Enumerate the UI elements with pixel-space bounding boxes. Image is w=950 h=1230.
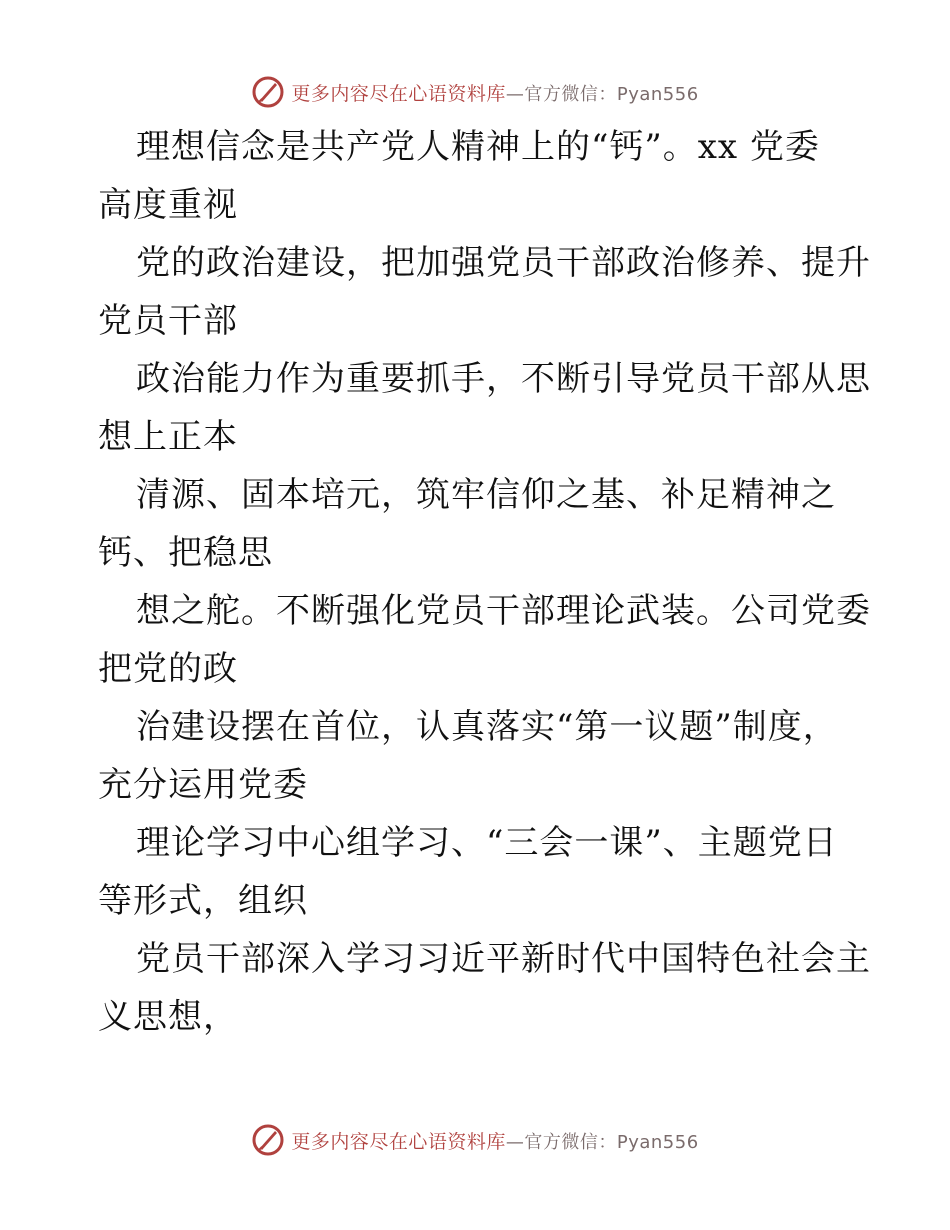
watermark-tail: —官方微信：Pyan556: [505, 1131, 699, 1153]
paragraph-line: 党员干部: [98, 301, 238, 341]
paragraph-line: 想上正本: [98, 417, 238, 457]
paragraph-line: 政治能力作为重要抓手，不断引导党员干部从思: [136, 359, 871, 399]
paragraph-line: 党的政治建设，把加强党员干部政治修养、提升: [136, 243, 871, 283]
paragraph: [98, 466, 858, 582]
footer-watermark: [0, 1120, 950, 1160]
watermark-main: 更多内容尽在心语资料库: [291, 1130, 506, 1153]
paragraph: [98, 814, 858, 930]
paragraph-line: 把党的政: [98, 649, 238, 689]
document-body: [98, 118, 871, 1046]
paragraph-line: 理想信念是共产党人精神上的“钙”。xx 党委: [136, 127, 820, 167]
paragraph-line: 钙、把稳思: [98, 533, 273, 573]
quill-logo-icon: [251, 75, 285, 109]
watermark-text: [291, 79, 698, 106]
paragraph: [98, 698, 858, 814]
paragraph: [98, 582, 871, 698]
paragraph: [98, 350, 871, 466]
paragraph-line: 治建设摆在首位，认真落实“第一议题”制度，: [136, 707, 838, 747]
paragraph-line: 想之舵。不断强化党员干部理论武装。公司党委: [136, 591, 871, 631]
paragraph-line: 党员干部深入学习习近平新时代中国特色社会主: [136, 939, 871, 979]
paragraph-line: 高度重视: [98, 185, 238, 225]
paragraph-line: 理论学习中心组学习、“三会一课”、主题党日: [136, 823, 838, 863]
paragraph-line: 等形式，组织: [98, 881, 308, 921]
paragraph-line: 充分运用党委: [98, 765, 308, 805]
paragraph: [98, 234, 871, 350]
watermark-tail: —官方微信：Pyan556: [505, 83, 699, 105]
paragraph-line: 清源、固本培元，筑牢信仰之基、补足精神之: [136, 475, 836, 515]
paragraph: [98, 118, 858, 234]
header-watermark: [0, 72, 950, 112]
watermark-text: [291, 1127, 698, 1154]
paragraph: [98, 930, 871, 1046]
paragraph-line: 义思想，: [98, 997, 238, 1037]
quill-logo-icon: [251, 1123, 285, 1157]
watermark-main: 更多内容尽在心语资料库: [291, 82, 506, 105]
